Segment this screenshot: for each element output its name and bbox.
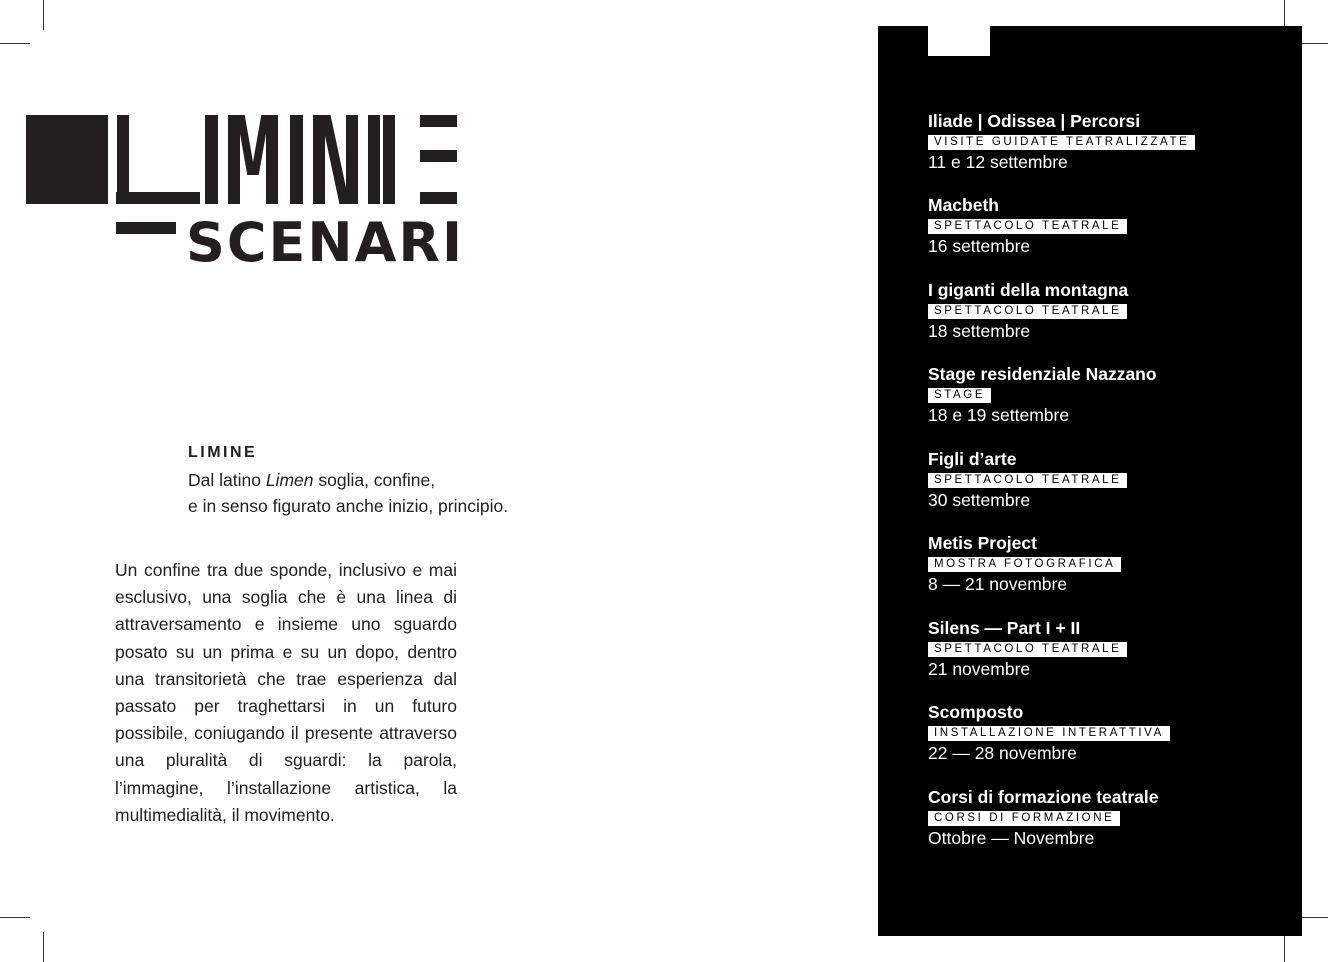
- logo-bar: [116, 222, 176, 234]
- event-title: Scomposto: [928, 702, 1024, 722]
- event-date: 16 settembre: [928, 236, 1031, 256]
- event-category-tag: VISITE GUIDATE TEATRALIZZATE: [928, 135, 1195, 150]
- event-title: Silens — Part I + II: [928, 618, 1081, 638]
- panel-notch: [928, 26, 990, 56]
- definition-line-2: e in senso figurato anche inizio, principio.: [188, 496, 509, 516]
- limine-logo: [0, 0, 470, 280]
- logo-bar: [346, 115, 358, 204]
- event-item: [928, 617, 1288, 680]
- logo-bar: [117, 115, 129, 204]
- event-item: [928, 786, 1288, 849]
- event-title: Figli d’arte: [928, 449, 1017, 469]
- definition-prefix: Dal latino: [188, 469, 266, 490]
- crop-mark: [1284, 932, 1285, 962]
- event-title: Metis Project: [928, 533, 1037, 553]
- event-date: 22 — 28 novembre: [928, 743, 1077, 763]
- logo-bar: [383, 115, 395, 204]
- event-item: [928, 194, 1288, 257]
- event-title: I giganti della montagna: [928, 280, 1129, 300]
- event-item: [928, 701, 1288, 764]
- definition-line-1: [188, 467, 508, 494]
- event-date: 8 — 21 novembre: [928, 574, 1068, 594]
- event-category-tag: SPETTACOLO TEATRALE: [928, 642, 1127, 657]
- event-date: 18 settembre: [928, 321, 1031, 341]
- event-title: Corsi di formazione teatrale: [928, 787, 1159, 807]
- event-date: 21 novembre: [928, 659, 1031, 679]
- crop-mark: [43, 932, 44, 962]
- logo-bar: [420, 150, 457, 162]
- event-item: [928, 279, 1288, 342]
- logo-bar: [116, 192, 200, 204]
- event-date: 30 settembre: [928, 490, 1031, 510]
- definition-latin-word: Limen: [265, 469, 314, 490]
- event-category-tag: CORSI DI FORMAZIONE: [928, 811, 1120, 826]
- crop-mark: [1298, 43, 1328, 44]
- definition-block: [188, 440, 508, 520]
- event-category-tag: STAGE: [928, 388, 991, 403]
- event-category-tag: SPETTACOLO TEATRALE: [928, 473, 1127, 488]
- event-item: [928, 532, 1288, 595]
- event-category-tag: SPETTACOLO TEATRALE: [928, 219, 1127, 234]
- event-title: Macbeth: [928, 195, 999, 215]
- event-category-tag: MOSTRA FOTOGRAFICA: [928, 557, 1121, 572]
- event-item: [928, 363, 1288, 426]
- definition-suffix: soglia, confine,: [313, 469, 436, 490]
- logo-bar: [290, 115, 303, 204]
- crop-mark: [0, 917, 30, 918]
- logo-bar: [26, 115, 108, 204]
- logo-bar: [420, 192, 457, 204]
- crop-mark: [1298, 917, 1328, 918]
- logo-bar: [368, 115, 380, 204]
- logo-bar: [420, 115, 457, 127]
- event-date: 18 e 19 settembre: [928, 405, 1070, 425]
- logo-subtitle: SCENARI: [186, 211, 465, 274]
- logo-bar: [266, 115, 278, 204]
- event-item: [928, 110, 1288, 173]
- intro-paragraph: Un confine tra due sponde, inclusivo e mai esclusivo, una soglia che è una linea di attraversamento e insieme uno sguardo posato su un prima e su un dopo, dentro una transitorietà che trae esperienza dal passato per traghettarsi in un futuro possibile, coniugando il presente attraverso una pluralità di sguardi: la parola, l’immagine, l’installazione artistica, la multimedialità, il movimento.: [115, 560, 457, 825]
- event-title: Stage residenziale Nazzano: [928, 364, 1157, 384]
- event-date: Ottobre — Novembre: [928, 828, 1095, 848]
- event-category-tag: SPETTACOLO TEATRALE: [928, 304, 1127, 319]
- event-title: Iliade | Odissea | Percorsi: [928, 111, 1141, 131]
- definition-term: LIMINE: [188, 444, 258, 461]
- event-item: [928, 448, 1288, 511]
- event-date: 11 e 12 settembre: [928, 152, 1068, 172]
- event-category-tag: INSTALLAZIONE INTERATTIVA: [928, 726, 1170, 741]
- logo-bar: [205, 115, 218, 204]
- events-panel: [878, 26, 1302, 936]
